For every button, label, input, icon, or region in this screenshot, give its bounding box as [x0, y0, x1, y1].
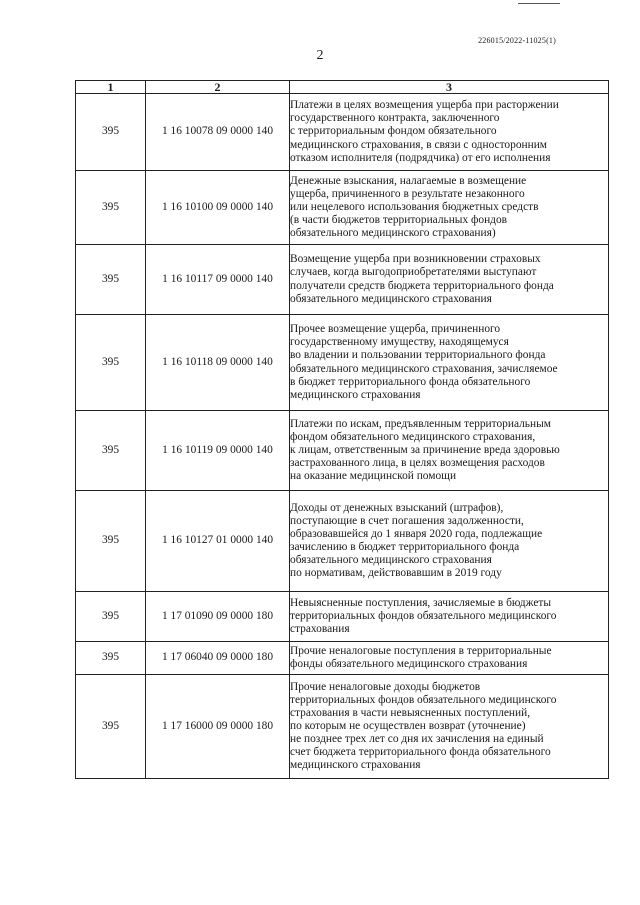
admin-code-cell: 395 — [76, 411, 146, 491]
budget-code-cell: 1 16 10117 09 0000 140 — [146, 245, 290, 315]
revenue-name-line: обязательного медицинского страхования) — [290, 227, 496, 240]
admin-code-cell: 395 — [76, 491, 146, 592]
revenue-name-cell — [290, 94, 609, 171]
table-body — [76, 94, 609, 779]
revenue-name-line: не позднее трех лет со дня их зачисления на единый — [290, 733, 544, 746]
revenue-name-line: застрахованного лица, в целях возмещения расходов — [290, 457, 545, 470]
revenue-name-line: обязательного медицинского страхования — [290, 554, 492, 567]
revenue-name-cell — [290, 491, 609, 592]
revenue-name-line: (в части бюджетов территориальных фондов — [290, 214, 508, 227]
revenue-name-line: с территориальным фондом обязательного — [290, 125, 497, 138]
revenue-name-line: Платежи в целях возмещения ущерба при расторжении — [290, 99, 559, 112]
revenue-name-line: к лицам, ответственным за причинение вреда здоровью — [290, 443, 560, 456]
admin-code-cell: 395 — [76, 245, 146, 315]
revenue-name-line: ущерба, причиненного в результате незаконного — [290, 187, 525, 200]
revenue-name-line: медицинского страхования — [290, 759, 421, 772]
budget-code-cell: 1 16 10119 09 0000 140 — [146, 411, 290, 491]
budget-code-cell: 1 16 10078 09 0000 140 — [146, 94, 290, 171]
revenue-name-line: государственного контракта, заключенного — [290, 112, 500, 125]
revenue-name-line: Невыясненные поступления, зачисляемые в бюджеты — [290, 596, 551, 609]
revenue-name-cell — [290, 642, 609, 675]
table-row — [76, 94, 609, 171]
revenue-name-line: во владении и пользовании территориального фонда — [290, 349, 546, 362]
table-row — [76, 411, 609, 491]
budget-code-cell: 1 16 10118 09 0000 140 — [146, 315, 290, 411]
revenue-name-cell — [290, 171, 609, 245]
revenue-name-line: в бюджет территориального фонда обязательного — [290, 375, 531, 388]
budget-code-cell: 1 17 01090 09 0000 180 — [146, 592, 290, 642]
table-row — [76, 491, 609, 592]
table-row — [76, 315, 609, 411]
revenue-name-cell — [290, 315, 609, 411]
revenue-name-line: по которым не осуществлен возврат (уточнение) — [290, 719, 526, 732]
revenue-name-line: отказом исполнителя (подрядчика) от его исполнения — [290, 151, 551, 164]
admin-code-cell: 395 — [76, 315, 146, 411]
revenue-name-cell — [290, 411, 609, 491]
budget-code-cell: 1 17 16000 09 0000 180 — [146, 675, 290, 779]
revenue-name-line: Прочее возмещение ущерба, причиненного — [290, 323, 501, 336]
revenue-name-cell — [290, 675, 609, 779]
revenue-name-line: страхования — [290, 623, 350, 636]
admin-code-cell: 395 — [76, 94, 146, 171]
revenue-name-line: территориальных фондов обязательного медицинского — [290, 693, 557, 706]
revenue-name-line: или нецелевого использования бюджетных средств — [290, 200, 539, 213]
admin-code-cell: 395 — [76, 171, 146, 245]
revenue-name-line: случаев, когда выгодоприобретателями выступают — [290, 266, 537, 279]
revenue-name-line: страхования в части невыясненных поступлений, — [290, 706, 531, 719]
table-row — [76, 171, 609, 245]
column-header: 1 — [76, 81, 146, 94]
revenue-name-line: Денежные взыскания, налагаемые в возмещение — [290, 174, 527, 187]
revenue-name-line: медицинского страхования, в связи с односторонним — [290, 138, 548, 151]
revenue-name-line: Возмещение ущерба при возникновении страховых — [290, 253, 541, 266]
revenue-name-line: на оказание медицинской помощи — [290, 470, 457, 483]
table-row — [76, 245, 609, 315]
revenue-name-line: фонды обязательного медицинского страхования — [290, 658, 528, 670]
revenue-name-line: государственному имуществу, находящемуся — [290, 336, 509, 349]
revenue-name-line: обязательного медицинского страхования — [290, 292, 492, 305]
admin-code-cell: 395 — [76, 592, 146, 642]
revenue-name-line: зачислению в бюджет территориального фонда — [290, 541, 520, 553]
budget-codes-table — [75, 80, 609, 779]
revenue-name-line: Платежи по искам, предъявленным территориальным — [290, 417, 551, 430]
admin-code-cell: 395 — [76, 675, 146, 779]
revenue-name-line: обязательного медицинского страхования, зачисляемое — [290, 362, 558, 375]
revenue-name-line: Прочие неналоговые поступления в территориальные — [290, 644, 552, 657]
corner-mark — [518, 3, 560, 4]
table-row — [76, 675, 609, 779]
budget-code-cell: 1 16 10100 09 0000 140 — [146, 171, 290, 245]
budget-code-cell: 1 16 10127 01 0000 140 — [146, 491, 290, 592]
budget-code-cell: 1 17 06040 09 0000 180 — [146, 642, 290, 675]
document-number: 226015/2022-11025(1) — [478, 36, 556, 45]
column-header: 3 — [290, 81, 609, 94]
revenue-name-line: фондом обязательного медицинского страхования, — [290, 430, 536, 443]
table-row — [76, 592, 609, 642]
column-header: 2 — [146, 81, 290, 94]
table-row — [76, 642, 609, 675]
revenue-name-line: территориальных фондов обязательного медицинского — [290, 609, 557, 622]
revenue-name-line: Прочие неналоговые доходы бюджетов — [290, 680, 481, 693]
revenue-name-line: медицинского страхования — [290, 388, 421, 401]
admin-code-cell: 395 — [76, 642, 146, 675]
revenue-name-line: поступающие в счет погашения задолженности, — [290, 514, 524, 527]
table-header-row — [76, 81, 609, 94]
revenue-name-line: Доходы от денежных взысканий (штрафов), — [290, 501, 504, 514]
revenue-name-cell — [290, 592, 609, 642]
revenue-name-line: образовавшейся до 1 января 2020 года, подлежащие — [290, 527, 543, 540]
revenue-name-cell — [290, 245, 609, 315]
page-number: 2 — [316, 48, 324, 63]
revenue-name-line: счет бюджета территориального фонда обязательного — [290, 746, 551, 759]
revenue-name-line: получатели средств бюджета территориального фонда — [290, 279, 554, 292]
revenue-name-line: по нормативам, действовавшим в 2019 году — [290, 567, 502, 580]
